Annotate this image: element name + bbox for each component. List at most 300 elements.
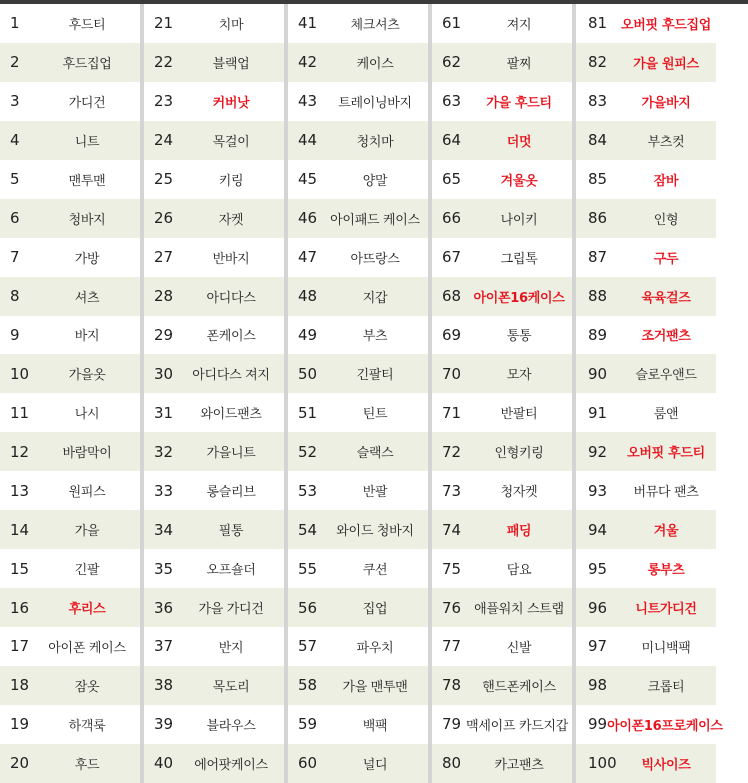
keyword-label: 잠옷 [74,679,100,695]
rank-number: 88 [588,287,608,306]
ranking-row [144,510,284,549]
rank-number: 31 [154,403,174,422]
ranking-row [144,4,284,43]
rank-number: 27 [154,248,174,267]
rank-number: 70 [442,364,462,383]
ranking-row [144,277,284,316]
rank-number: 16 [10,598,30,617]
keyword-label: 니트가디건 [635,602,697,618]
keyword-label: 애플워치 스트랩 [474,602,564,618]
keyword-label: 신발 [506,640,532,656]
ranking-row [432,277,572,316]
keyword-label: 키링 [218,173,244,189]
ranking-row [288,354,428,393]
keyword-label: 지갑 [362,290,388,306]
ranking-row [288,744,428,783]
keyword-label: 자켓 [218,212,244,228]
ranking-row [288,510,428,549]
keyword-label: 크롭티 [647,679,685,695]
keyword-label: 아이패드 케이스 [330,212,420,228]
keyword-label: 가을 맨투맨 [342,679,408,695]
ranking-row [288,393,428,432]
rank-number: 24 [154,131,174,150]
rank-number: 63 [442,92,462,111]
ranking-row [432,471,572,510]
ranking-column [0,4,140,783]
rank-number: 76 [442,598,462,617]
keyword-label: 청바지 [68,212,106,228]
keyword-label: 롱슬리브 [206,485,256,501]
ranking-row [288,4,428,43]
rank-number: 84 [588,131,608,150]
ranking-row [288,82,428,121]
keyword-label: 바지 [74,329,100,345]
ranking-row [288,705,428,744]
rank-number: 38 [154,676,174,695]
keyword-label: 더멋 [506,134,532,150]
keyword-label: 담요 [506,563,532,579]
rank-number: 18 [10,676,30,695]
ranking-row [144,393,284,432]
rank-number: 91 [588,403,608,422]
rank-number: 73 [442,481,462,500]
ranking-row [432,354,572,393]
keyword-label: 카고팬츠 [494,757,544,773]
rank-number: 93 [588,481,608,500]
keyword-label: 와이드팬츠 [200,407,262,423]
ranking-row [432,666,572,705]
rank-number: 59 [298,715,318,734]
keyword-label: 가을 가디건 [198,602,264,618]
keyword-label: 패딩 [506,524,532,540]
keyword-label: 가을니트 [206,446,256,462]
rank-number: 62 [442,53,462,72]
ranking-row [576,4,716,43]
keyword-label: 모자 [506,368,532,384]
keyword-label: 미니백팩 [641,640,691,656]
rank-number: 55 [298,559,318,578]
rank-number: 2 [10,53,20,72]
keyword-label: 그립톡 [500,251,538,267]
ranking-row [0,666,140,705]
rank-number: 89 [588,325,608,344]
keyword-label: 청자켓 [500,485,538,501]
keyword-label: 가을 [74,524,100,540]
ranking-row [144,43,284,82]
keyword-label: 슬로우앤드 [635,368,697,384]
keyword-label: 가을바지 [641,95,691,111]
keyword-label: 가을옷 [68,368,106,384]
ranking-row [432,432,572,471]
rank-number: 14 [10,520,30,539]
rank-number: 100 [588,754,617,773]
ranking-row [576,705,723,744]
ranking-row [432,705,572,744]
keyword-label: 반지 [218,640,244,656]
ranking-row [0,199,140,238]
rank-number: 65 [442,170,462,189]
rank-number: 64 [442,131,462,150]
ranking-row [432,4,572,43]
ranking-row [576,588,716,627]
rank-number: 29 [154,325,174,344]
rank-number: 96 [588,598,608,617]
ranking-row [432,43,572,82]
keyword-label: 육육걸즈 [641,290,691,306]
ranking-row [0,43,140,82]
keyword-label: 쿠션 [362,563,388,579]
ranking-row [0,238,140,277]
rank-number: 74 [442,520,462,539]
ranking-row [288,121,428,160]
rank-number: 11 [10,403,30,422]
rank-number: 1 [10,14,20,33]
rank-number: 83 [588,92,608,111]
rank-number: 40 [154,754,174,773]
keyword-label: 목도리 [212,679,250,695]
keyword-label: 아디다스 져지 [192,368,270,384]
ranking-row [432,744,572,783]
rank-number: 82 [588,53,608,72]
rank-number: 51 [298,403,318,422]
ranking-row [576,510,716,549]
keyword-label: 오프숄더 [206,563,256,579]
ranking-row [0,627,140,666]
rank-number: 36 [154,598,174,617]
rank-number: 48 [298,287,318,306]
keyword-label: 아뜨랑스 [350,251,400,267]
rank-number: 44 [298,131,318,150]
ranking-row [576,744,716,783]
rank-number: 81 [588,14,608,33]
ranking-column [428,4,572,783]
rank-number: 23 [154,92,174,111]
keyword-label: 팔찌 [506,56,532,72]
ranking-column [572,4,723,783]
ranking-row [144,238,284,277]
rank-number: 22 [154,53,174,72]
keyword-label: 청치마 [356,134,394,150]
rank-number: 52 [298,442,318,461]
ranking-row [0,316,140,355]
keyword-label: 원피스 [68,485,106,501]
rank-number: 86 [588,209,608,228]
ranking-row [144,705,284,744]
rank-number: 53 [298,481,318,500]
rank-number: 90 [588,364,608,383]
ranking-row [288,43,428,82]
ranking-row [0,82,140,121]
keyword-label: 버뮤다 팬츠 [633,485,699,501]
keyword-label: 부츠컷 [647,134,685,150]
rank-number: 79 [442,715,462,734]
keyword-label: 아디다스 [206,290,256,306]
keyword-label: 아이폰16프로케이스 [607,718,723,734]
ranking-row [576,82,716,121]
ranking-row [288,160,428,199]
ranking-row [144,627,284,666]
rank-number: 7 [10,248,20,267]
rank-number: 28 [154,287,174,306]
ranking-column [284,4,428,783]
rank-number: 85 [588,170,608,189]
rank-number: 78 [442,676,462,695]
keyword-label: 가디건 [68,95,106,111]
keyword-label: 오버핏 후드집업 [620,17,712,33]
rank-number: 35 [154,559,174,578]
keyword-label: 백팩 [362,718,388,734]
ranking-row [432,160,572,199]
keyword-label: 아이폰 케이스 [48,640,126,656]
ranking-row [576,316,716,355]
keyword-label: 셔츠 [74,290,100,306]
keyword-label: 통통 [506,329,532,345]
ranking-row [432,82,572,121]
keyword-label: 트레이닝바지 [338,95,412,111]
keyword-label: 집업 [362,602,388,618]
rank-number: 4 [10,131,20,150]
keyword-label: 후드티 [68,17,106,33]
ranking-row [144,471,284,510]
ranking-row [0,744,140,783]
rank-number: 87 [588,248,608,267]
keyword-label: 슬랙스 [356,446,394,462]
ranking-row [432,549,572,588]
ranking-row [144,82,284,121]
ranking-row [288,277,428,316]
keyword-label: 가방 [74,251,100,267]
rank-number: 33 [154,481,174,500]
ranking-row [576,238,716,277]
ranking-row [144,744,284,783]
rank-number: 17 [10,637,30,656]
rank-number: 67 [442,248,462,267]
ranking-row [432,199,572,238]
keyword-label: 룸앤 [653,407,679,423]
ranking-row [576,627,716,666]
ranking-row [144,432,284,471]
ranking-row [144,666,284,705]
rank-number: 49 [298,325,318,344]
keyword-label: 부츠 [362,329,388,345]
rank-number: 56 [298,598,318,617]
rank-number: 94 [588,520,608,539]
ranking-row [576,199,716,238]
ranking-row [432,588,572,627]
keyword-label: 틴트 [362,407,388,423]
rank-number: 80 [442,754,462,773]
rank-number: 54 [298,520,318,539]
keyword-label: 커버낫 [212,95,250,111]
keyword-label: 목걸이 [212,134,250,150]
rank-number: 43 [298,92,318,111]
rank-number: 34 [154,520,174,539]
keyword-label: 체크셔츠 [350,17,400,33]
keyword-label: 바람막이 [62,446,112,462]
rank-number: 41 [298,14,318,33]
ranking-row [144,588,284,627]
rank-number: 68 [442,287,462,306]
ranking-row [576,471,716,510]
rank-number: 72 [442,442,462,461]
ranking-row [576,160,716,199]
rank-number: 32 [154,442,174,461]
rank-number: 66 [442,209,462,228]
keyword-label: 가을 후드티 [486,95,552,111]
rank-number: 61 [442,14,462,33]
ranking-row [288,588,428,627]
rank-number: 60 [298,754,318,773]
ranking-row [0,510,140,549]
ranking-row [576,354,716,393]
ranking-row [144,549,284,588]
ranking-row [288,666,428,705]
keyword-label: 긴팔 [74,563,100,579]
ranking-row [576,277,716,316]
keyword-label: 에어팟케이스 [194,757,268,773]
keyword-label: 반팔티 [500,407,538,423]
ranking-row [432,238,572,277]
ranking-row [576,666,716,705]
rank-number: 6 [10,209,20,228]
ranking-row [576,121,716,160]
keyword-label: 양말 [362,173,388,189]
keyword-label: 겨울옷 [500,173,538,189]
keyword-label: 필통 [218,524,244,540]
keyword-label: 져지 [506,17,532,33]
keyword-label: 후드 [74,757,100,773]
keyword-label: 맨투맨 [68,173,106,189]
ranking-row [0,277,140,316]
rank-number: 12 [10,442,30,461]
ranking-row [432,393,572,432]
rank-number: 8 [10,287,20,306]
keyword-label: 핸드폰케이스 [482,679,556,695]
rank-number: 10 [10,364,30,383]
rank-number: 46 [298,209,318,228]
keyword-label: 나시 [74,407,100,423]
keyword-label: 반팔 [362,485,388,501]
ranking-row [432,510,572,549]
ranking-row [432,316,572,355]
keyword-label: 오버핏 후드티 [627,446,705,462]
keyword-label: 나이키 [500,212,538,228]
keyword-label: 파우치 [356,640,394,656]
ranking-row [576,43,716,82]
ranking-row [288,549,428,588]
keyword-label: 롱부츠 [647,563,685,579]
ranking-row [288,432,428,471]
rank-number: 13 [10,481,30,500]
keyword-label: 아이폰16케이스 [473,290,565,306]
rank-number: 92 [588,442,608,461]
keyword-label: 블랙업 [212,56,250,72]
ranking-column [140,4,284,783]
ranking-row [144,316,284,355]
rank-number: 5 [10,170,20,189]
keyword-label: 널디 [362,757,388,773]
keyword-label: 후리스 [68,602,106,618]
ranking-row [288,471,428,510]
keyword-label: 빅사이즈 [641,757,691,773]
rank-number: 97 [588,637,608,656]
rank-number: 71 [442,403,462,422]
rank-number: 69 [442,325,462,344]
rank-number: 3 [10,92,20,111]
ranking-row [576,549,716,588]
ranking-row [288,199,428,238]
ranking-row [288,627,428,666]
ranking-row [0,705,140,744]
rank-number: 21 [154,14,174,33]
rank-number: 57 [298,637,318,656]
keyword-label: 구두 [653,251,679,267]
ranking-row [0,121,140,160]
rank-number: 99 [588,715,608,734]
ranking-row [288,238,428,277]
keyword-label: 후드집업 [62,56,112,72]
ranking-row [576,393,716,432]
keyword-ranking-table [0,4,748,783]
rank-number: 37 [154,637,174,656]
keyword-label: 하객룩 [68,718,106,734]
ranking-row [0,393,140,432]
keyword-label: 인형키링 [494,446,544,462]
rank-number: 26 [154,209,174,228]
ranking-row [144,160,284,199]
ranking-row [0,354,140,393]
ranking-row [432,627,572,666]
ranking-row [432,121,572,160]
rank-number: 15 [10,559,30,578]
keyword-label: 치마 [218,17,244,33]
rank-number: 19 [10,715,30,734]
ranking-row [0,471,140,510]
rank-number: 25 [154,170,174,189]
keyword-label: 와이드 청바지 [336,524,414,540]
ranking-row [144,199,284,238]
rank-number: 95 [588,559,608,578]
keyword-label: 잠바 [653,173,679,189]
keyword-label: 겨울 [653,524,679,540]
rank-number: 45 [298,170,318,189]
keyword-label: 폰케이스 [206,329,256,345]
keyword-label: 블라우스 [206,718,256,734]
keyword-label: 반바지 [212,251,250,267]
keyword-label: 인형 [653,212,679,228]
ranking-row [0,588,140,627]
rank-number: 30 [154,364,174,383]
keyword-label: 맥세이프 카드지갑 [466,718,568,734]
rank-number: 77 [442,637,462,656]
rank-number: 47 [298,248,318,267]
rank-number: 50 [298,364,318,383]
ranking-row [144,121,284,160]
keyword-label: 조거팬츠 [641,329,691,345]
rank-number: 98 [588,676,608,695]
rank-number: 39 [154,715,174,734]
keyword-label: 긴팔티 [356,368,394,384]
rank-number: 20 [10,754,30,773]
ranking-row [144,354,284,393]
keyword-label: 케이스 [356,56,394,72]
keyword-label: 니트 [74,134,100,150]
rank-number: 75 [442,559,462,578]
ranking-row [0,160,140,199]
ranking-row [576,432,716,471]
ranking-row [0,432,140,471]
ranking-row [288,316,428,355]
